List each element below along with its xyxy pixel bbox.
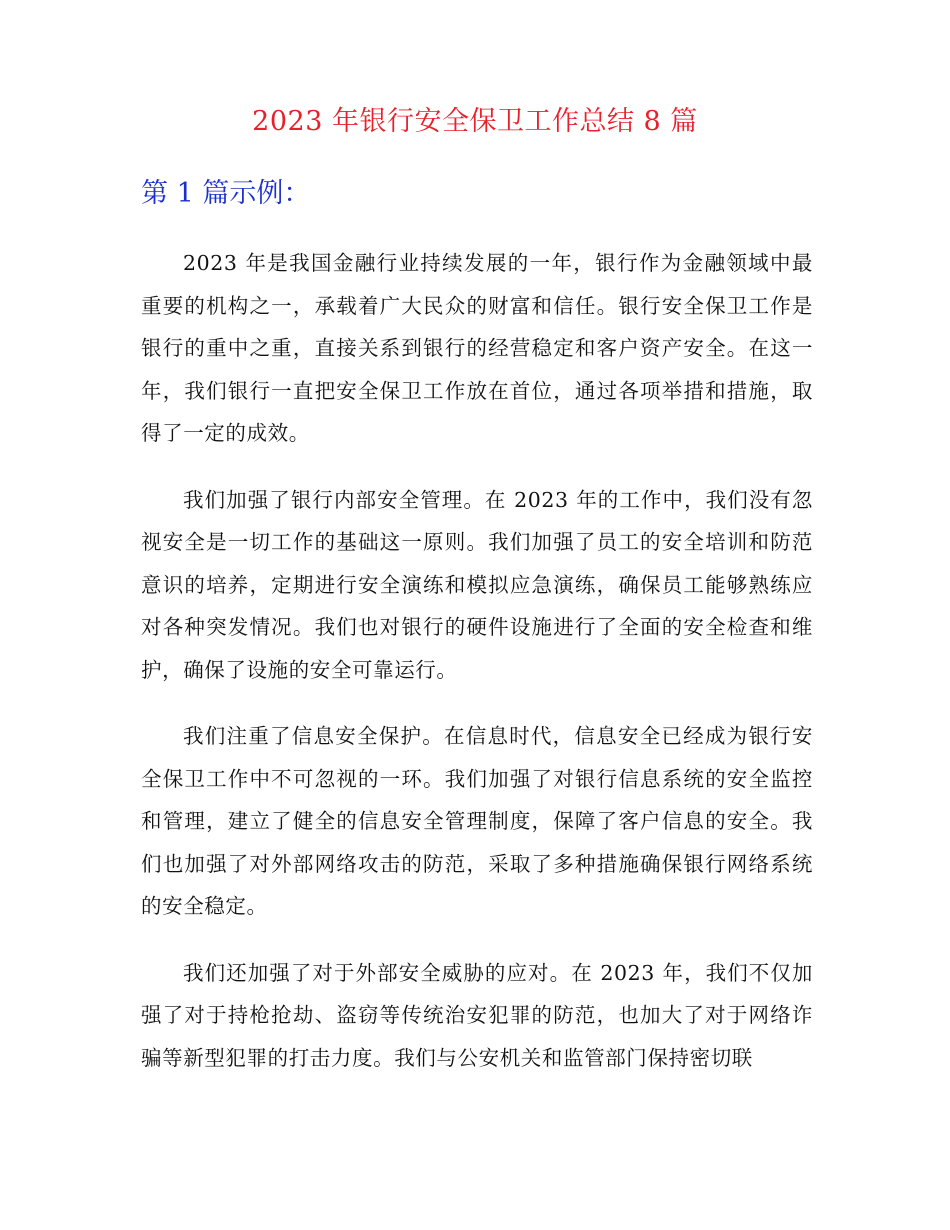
paragraph-4: 我们还加强了对于外部安全威胁的应对。在 2023 年，我们不仅加强了对于持枪抢劫、盗窃等传统治安犯罪的防范，也加大了对于网络诈骗等新型犯罪的打击力度。我们与公安机关和监管部门保持密切联: [141, 960, 813, 1070]
section-heading: 第 1 篇示例：: [141, 178, 311, 209]
paragraph-3: 我们注重了信息安全保护。在信息时代，信息安全已经成为银行安全保卫工作中不可忽视的一环。我们加强了对银行信息系统的安全监控和管理，建立了健全的信息安全管理制度，保障了客户信息的安全。我们也加强了对外部网络攻击的防范，采取了多种措施确保银行网络系统的安全稳定。: [141, 724, 813, 918]
paragraph-2: 我们加强了银行内部安全管理。在 2023 年的工作中，我们没有忽视安全是一切工作的基础这一原则。我们加强了员工的安全培训和防范意识的培养，定期进行安全演练和模拟应急演练，确保员工能够熟练应对各种突发情况。我们也对银行的硬件设施进行了全面的安全检查和维护，确保了设施的安全可靠运行。: [141, 487, 813, 682]
document-title: 2023 年银行安全保卫工作总结 8 篇: [252, 106, 698, 137]
paragraph-1: 2023 年是我国金融行业持续发展的一年，银行作为金融领域中最重要的机构之一，承载着广大民众的财富和信任。银行安全保卫工作是银行的重中之重，直接关系到银行的经营稳定和客户资产安全。在这一年，我们银行一直把安全保卫工作放在首位，通过各项举措和措施，取得了一定的成效。: [141, 251, 813, 445]
document-body: [141, 242, 813, 1103]
